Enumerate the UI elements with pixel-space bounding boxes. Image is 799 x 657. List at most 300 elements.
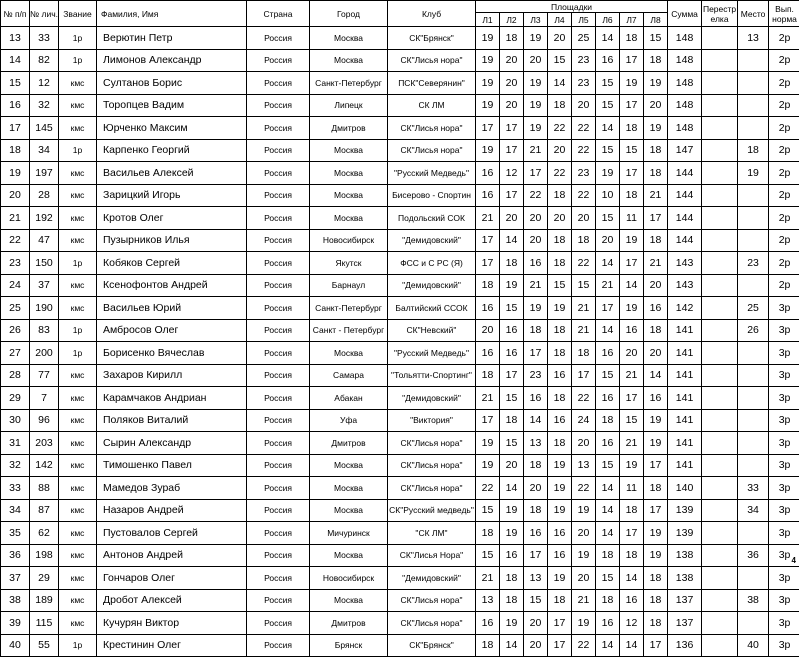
club-cell: Бисерово - Спортин bbox=[388, 184, 476, 207]
club-cell: СК"Лисья Нора" bbox=[388, 544, 476, 567]
license-cell: 82 bbox=[30, 49, 59, 72]
place-cell bbox=[738, 567, 769, 590]
city-cell: Москва bbox=[310, 477, 388, 500]
club-cell: СК"Лисья нора" bbox=[388, 454, 476, 477]
station-score-cell: 16 bbox=[500, 342, 524, 365]
station-score-cell: 17 bbox=[572, 364, 596, 387]
sum-cell: 141 bbox=[668, 364, 702, 387]
place-cell bbox=[738, 387, 769, 410]
station-score-cell: 17 bbox=[620, 252, 644, 275]
license-cell: 150 bbox=[30, 252, 59, 275]
station-score-cell: 16 bbox=[620, 589, 644, 612]
station-score-cell: 18 bbox=[548, 229, 572, 252]
rank-cell: 1р bbox=[59, 139, 97, 162]
rank-cell: кмс bbox=[59, 94, 97, 117]
rank-cell: 1р bbox=[59, 252, 97, 275]
station-score-cell: 18 bbox=[548, 589, 572, 612]
station-score-cell: 21 bbox=[476, 567, 500, 590]
station-score-cell: 14 bbox=[596, 499, 620, 522]
station-score-cell: 16 bbox=[524, 252, 548, 275]
city-cell: Дмитров bbox=[310, 612, 388, 635]
license-cell: 96 bbox=[30, 409, 59, 432]
station-score-cell: 16 bbox=[476, 612, 500, 635]
station-score-cell: 16 bbox=[596, 612, 620, 635]
station-score-cell: 18 bbox=[548, 319, 572, 342]
country-cell: Россия bbox=[247, 522, 310, 545]
club-cell: ПСК"Северянин" bbox=[388, 72, 476, 95]
country-cell: Россия bbox=[247, 117, 310, 140]
station-score-cell: 19 bbox=[620, 72, 644, 95]
station-score-cell: 18 bbox=[476, 634, 500, 657]
station-score-cell: 20 bbox=[500, 454, 524, 477]
sum-cell: 137 bbox=[668, 612, 702, 635]
shootoff-cell bbox=[702, 72, 738, 95]
np-cell: 22 bbox=[1, 229, 30, 252]
np-cell: 23 bbox=[1, 252, 30, 275]
station-score-cell: 19 bbox=[548, 499, 572, 522]
station-score-cell: 15 bbox=[596, 139, 620, 162]
rank-cell: кмс bbox=[59, 184, 97, 207]
header-station-6: Л6 bbox=[596, 13, 620, 27]
station-score-cell: 20 bbox=[524, 612, 548, 635]
rank-cell: кмс bbox=[59, 117, 97, 140]
place-cell bbox=[738, 409, 769, 432]
station-score-cell: 19 bbox=[476, 27, 500, 50]
city-cell: Дмитров bbox=[310, 117, 388, 140]
place-cell bbox=[738, 364, 769, 387]
station-score-cell: 14 bbox=[596, 477, 620, 500]
rank-cell: кмс bbox=[59, 207, 97, 230]
norm-cell: 3р bbox=[769, 409, 799, 432]
station-score-cell: 17 bbox=[548, 612, 572, 635]
city-cell: Москва bbox=[310, 27, 388, 50]
station-score-cell: 21 bbox=[596, 274, 620, 297]
station-score-cell: 16 bbox=[644, 297, 668, 320]
station-score-cell: 22 bbox=[572, 252, 596, 275]
table-row bbox=[1, 432, 799, 455]
station-score-cell: 20 bbox=[644, 274, 668, 297]
station-score-cell: 18 bbox=[644, 589, 668, 612]
station-score-cell: 20 bbox=[500, 72, 524, 95]
station-score-cell: 16 bbox=[500, 319, 524, 342]
station-score-cell: 20 bbox=[596, 229, 620, 252]
place-cell: 13 bbox=[738, 27, 769, 50]
place-cell: 36 bbox=[738, 544, 769, 567]
np-cell: 37 bbox=[1, 567, 30, 590]
station-score-cell: 15 bbox=[500, 297, 524, 320]
norm-cell: 3р bbox=[769, 499, 799, 522]
station-score-cell: 19 bbox=[548, 454, 572, 477]
name-cell: Верютин Петр bbox=[97, 27, 247, 50]
station-score-cell: 17 bbox=[524, 162, 548, 185]
rank-cell: кмс bbox=[59, 274, 97, 297]
station-score-cell: 16 bbox=[500, 544, 524, 567]
station-score-cell: 19 bbox=[548, 567, 572, 590]
name-cell: Кобяков Сергей bbox=[97, 252, 247, 275]
city-cell: Липецк bbox=[310, 94, 388, 117]
shootoff-cell bbox=[702, 634, 738, 657]
name-cell: Гончаров Олег bbox=[97, 567, 247, 590]
table-row bbox=[1, 544, 799, 567]
np-cell: 14 bbox=[1, 49, 30, 72]
np-cell: 17 bbox=[1, 117, 30, 140]
rank-cell: 1р bbox=[59, 319, 97, 342]
country-cell: Россия bbox=[247, 297, 310, 320]
rank-cell: кмс bbox=[59, 409, 97, 432]
header-name: Фамилия, Имя bbox=[97, 1, 247, 27]
station-score-cell: 18 bbox=[548, 184, 572, 207]
sum-cell: 148 bbox=[668, 72, 702, 95]
license-cell: 88 bbox=[30, 477, 59, 500]
station-score-cell: 19 bbox=[500, 499, 524, 522]
place-cell bbox=[738, 522, 769, 545]
station-score-cell: 17 bbox=[620, 94, 644, 117]
table-row bbox=[1, 207, 799, 230]
sum-cell: 141 bbox=[668, 387, 702, 410]
city-cell: Санкт-Петербург bbox=[310, 297, 388, 320]
city-cell: Москва bbox=[310, 139, 388, 162]
station-score-cell: 16 bbox=[596, 342, 620, 365]
city-cell: Самара bbox=[310, 364, 388, 387]
club-cell: "Русский Медведь" bbox=[388, 342, 476, 365]
table-row bbox=[1, 139, 799, 162]
station-score-cell: 23 bbox=[524, 364, 548, 387]
station-score-cell: 20 bbox=[500, 207, 524, 230]
club-cell: "Демидовский" bbox=[388, 229, 476, 252]
station-score-cell: 15 bbox=[548, 274, 572, 297]
station-score-cell: 18 bbox=[596, 589, 620, 612]
sum-cell: 138 bbox=[668, 544, 702, 567]
city-cell: Якутск bbox=[310, 252, 388, 275]
shootoff-cell bbox=[702, 207, 738, 230]
club-cell: СК"Лисья нора" bbox=[388, 589, 476, 612]
shootoff-cell bbox=[702, 477, 738, 500]
station-score-cell: 19 bbox=[476, 139, 500, 162]
country-cell: Россия bbox=[247, 49, 310, 72]
station-score-cell: 17 bbox=[500, 364, 524, 387]
station-score-cell: 17 bbox=[476, 229, 500, 252]
np-cell: 29 bbox=[1, 387, 30, 410]
station-score-cell: 14 bbox=[596, 634, 620, 657]
station-score-cell: 17 bbox=[620, 522, 644, 545]
rank-cell: 1р bbox=[59, 49, 97, 72]
country-cell: Россия bbox=[247, 454, 310, 477]
station-score-cell: 14 bbox=[644, 364, 668, 387]
norm-cell: 2р bbox=[769, 49, 799, 72]
station-score-cell: 16 bbox=[644, 387, 668, 410]
license-cell: 37 bbox=[30, 274, 59, 297]
station-score-cell: 14 bbox=[500, 634, 524, 657]
station-score-cell: 16 bbox=[476, 184, 500, 207]
name-cell: Карамчаков Андриан bbox=[97, 387, 247, 410]
station-score-cell: 14 bbox=[620, 634, 644, 657]
club-cell: "Тольятти-Спортинг" bbox=[388, 364, 476, 387]
station-score-cell: 14 bbox=[596, 27, 620, 50]
np-cell: 33 bbox=[1, 477, 30, 500]
np-cell: 19 bbox=[1, 162, 30, 185]
name-cell: Пузырников Илья bbox=[97, 229, 247, 252]
station-score-cell: 21 bbox=[644, 184, 668, 207]
station-score-cell: 19 bbox=[476, 454, 500, 477]
place-cell: 38 bbox=[738, 589, 769, 612]
norm-cell: 3р bbox=[769, 544, 799, 567]
page-number: 4 bbox=[792, 556, 796, 565]
station-score-cell: 16 bbox=[524, 522, 548, 545]
station-score-cell: 13 bbox=[572, 454, 596, 477]
country-cell: Россия bbox=[247, 274, 310, 297]
station-score-cell: 16 bbox=[476, 297, 500, 320]
station-score-cell: 21 bbox=[524, 274, 548, 297]
norm-cell: 3р bbox=[769, 297, 799, 320]
station-score-cell: 18 bbox=[548, 94, 572, 117]
station-score-cell: 18 bbox=[572, 229, 596, 252]
station-score-cell: 18 bbox=[572, 342, 596, 365]
station-score-cell: 16 bbox=[596, 49, 620, 72]
station-score-cell: 15 bbox=[500, 432, 524, 455]
country-cell: Россия bbox=[247, 409, 310, 432]
table-row bbox=[1, 522, 799, 545]
place-cell: 19 bbox=[738, 162, 769, 185]
station-score-cell: 17 bbox=[596, 297, 620, 320]
license-cell: 32 bbox=[30, 94, 59, 117]
license-cell: 34 bbox=[30, 139, 59, 162]
sum-cell: 144 bbox=[668, 184, 702, 207]
city-cell: Новосибирск bbox=[310, 229, 388, 252]
station-score-cell: 19 bbox=[644, 522, 668, 545]
station-score-cell: 16 bbox=[620, 319, 644, 342]
station-score-cell: 18 bbox=[476, 364, 500, 387]
station-score-cell: 18 bbox=[500, 409, 524, 432]
station-score-cell: 16 bbox=[548, 409, 572, 432]
club-cell: "Демидовский" bbox=[388, 567, 476, 590]
station-score-cell: 16 bbox=[476, 162, 500, 185]
station-score-cell: 19 bbox=[644, 432, 668, 455]
license-cell: 200 bbox=[30, 342, 59, 365]
station-score-cell: 14 bbox=[620, 274, 644, 297]
station-score-cell: 20 bbox=[644, 342, 668, 365]
np-cell: 39 bbox=[1, 612, 30, 635]
station-score-cell: 19 bbox=[524, 27, 548, 50]
sum-cell: 141 bbox=[668, 342, 702, 365]
sum-cell: 142 bbox=[668, 297, 702, 320]
np-cell: 27 bbox=[1, 342, 30, 365]
country-cell: Россия bbox=[247, 364, 310, 387]
station-score-cell: 17 bbox=[644, 454, 668, 477]
norm-cell: 2р bbox=[769, 184, 799, 207]
country-cell: Россия bbox=[247, 184, 310, 207]
city-cell: Барнаул bbox=[310, 274, 388, 297]
rank-cell: кмс bbox=[59, 612, 97, 635]
station-score-cell: 20 bbox=[572, 432, 596, 455]
station-score-cell: 20 bbox=[620, 342, 644, 365]
city-cell: Уфа bbox=[310, 409, 388, 432]
rank-cell: кмс bbox=[59, 162, 97, 185]
station-score-cell: 19 bbox=[476, 72, 500, 95]
rank-cell: кмс bbox=[59, 499, 97, 522]
norm-cell: 2р bbox=[769, 229, 799, 252]
station-score-cell: 20 bbox=[524, 207, 548, 230]
station-score-cell: 20 bbox=[524, 634, 548, 657]
station-score-cell: 18 bbox=[548, 252, 572, 275]
np-cell: 32 bbox=[1, 454, 30, 477]
table-row bbox=[1, 27, 799, 50]
sum-cell: 139 bbox=[668, 499, 702, 522]
header-shootoff: Перестрелка bbox=[702, 1, 738, 27]
table-row bbox=[1, 477, 799, 500]
station-score-cell: 20 bbox=[548, 207, 572, 230]
station-score-cell: 18 bbox=[644, 567, 668, 590]
license-cell: 12 bbox=[30, 72, 59, 95]
np-cell: 15 bbox=[1, 72, 30, 95]
table-row bbox=[1, 297, 799, 320]
license-cell: 33 bbox=[30, 27, 59, 50]
name-cell: Кучурян Виктор bbox=[97, 612, 247, 635]
norm-cell: 2р bbox=[769, 94, 799, 117]
table-row bbox=[1, 184, 799, 207]
station-score-cell: 19 bbox=[548, 297, 572, 320]
place-cell bbox=[738, 207, 769, 230]
norm-cell: 3р bbox=[769, 454, 799, 477]
country-cell: Россия bbox=[247, 72, 310, 95]
rank-cell: 1р bbox=[59, 342, 97, 365]
sum-cell: 137 bbox=[668, 589, 702, 612]
table-row bbox=[1, 364, 799, 387]
sum-cell: 136 bbox=[668, 634, 702, 657]
station-score-cell: 14 bbox=[596, 522, 620, 545]
station-score-cell: 20 bbox=[572, 522, 596, 545]
header-club: Клуб bbox=[388, 1, 476, 27]
place-cell bbox=[738, 432, 769, 455]
table-row bbox=[1, 567, 799, 590]
sum-cell: 147 bbox=[668, 139, 702, 162]
norm-cell: 2р bbox=[769, 162, 799, 185]
station-score-cell: 15 bbox=[596, 364, 620, 387]
header-np: № п/п bbox=[1, 1, 30, 27]
country-cell: Россия bbox=[247, 342, 310, 365]
club-cell: СК ЛМ bbox=[388, 94, 476, 117]
license-cell: 145 bbox=[30, 117, 59, 140]
table-row bbox=[1, 72, 799, 95]
station-score-cell: 12 bbox=[500, 162, 524, 185]
station-score-cell: 15 bbox=[524, 589, 548, 612]
station-score-cell: 13 bbox=[476, 589, 500, 612]
station-score-cell: 15 bbox=[596, 207, 620, 230]
club-cell: ФСС и С РС (Я) bbox=[388, 252, 476, 275]
sum-cell: 144 bbox=[668, 162, 702, 185]
city-cell: Санкт - Петербург bbox=[310, 319, 388, 342]
table-row bbox=[1, 274, 799, 297]
norm-cell: 3р bbox=[769, 342, 799, 365]
country-cell: Россия bbox=[247, 544, 310, 567]
station-score-cell: 17 bbox=[548, 634, 572, 657]
station-score-cell: 22 bbox=[572, 387, 596, 410]
station-score-cell: 18 bbox=[620, 499, 644, 522]
norm-cell: 3р bbox=[769, 319, 799, 342]
license-cell: 77 bbox=[30, 364, 59, 387]
club-cell: "Демидовский" bbox=[388, 387, 476, 410]
shootoff-cell bbox=[702, 499, 738, 522]
np-cell: 34 bbox=[1, 499, 30, 522]
station-score-cell: 22 bbox=[572, 634, 596, 657]
station-score-cell: 24 bbox=[572, 409, 596, 432]
name-cell: Ксенофонтов Андрей bbox=[97, 274, 247, 297]
station-score-cell: 18 bbox=[548, 432, 572, 455]
station-score-cell: 19 bbox=[644, 409, 668, 432]
shootoff-cell bbox=[702, 252, 738, 275]
norm-cell: 3р bbox=[769, 477, 799, 500]
country-cell: Россия bbox=[247, 387, 310, 410]
station-score-cell: 13 bbox=[524, 432, 548, 455]
city-cell: Москва bbox=[310, 207, 388, 230]
table-row bbox=[1, 49, 799, 72]
country-cell: Россия bbox=[247, 499, 310, 522]
license-cell: 203 bbox=[30, 432, 59, 455]
station-score-cell: 20 bbox=[476, 319, 500, 342]
norm-cell: 3р bbox=[769, 634, 799, 657]
name-cell: Дробот Алексей bbox=[97, 589, 247, 612]
shootoff-cell bbox=[702, 522, 738, 545]
header-station-8: Л8 bbox=[644, 13, 668, 27]
station-score-cell: 19 bbox=[620, 454, 644, 477]
np-cell: 21 bbox=[1, 207, 30, 230]
station-score-cell: 14 bbox=[524, 409, 548, 432]
header-stations: Площадки bbox=[476, 1, 668, 13]
license-cell: 29 bbox=[30, 567, 59, 590]
station-score-cell: 23 bbox=[572, 162, 596, 185]
station-score-cell: 22 bbox=[548, 117, 572, 140]
country-cell: Россия bbox=[247, 139, 310, 162]
station-score-cell: 18 bbox=[620, 184, 644, 207]
place-cell: 18 bbox=[738, 139, 769, 162]
sum-cell: 144 bbox=[668, 207, 702, 230]
station-score-cell: 14 bbox=[548, 72, 572, 95]
country-cell: Россия bbox=[247, 229, 310, 252]
station-score-cell: 11 bbox=[620, 207, 644, 230]
station-score-cell: 19 bbox=[572, 612, 596, 635]
station-score-cell: 17 bbox=[644, 634, 668, 657]
norm-cell: 2р bbox=[769, 72, 799, 95]
station-score-cell: 17 bbox=[620, 387, 644, 410]
header-station-5: Л5 bbox=[572, 13, 596, 27]
city-cell: Дмитров bbox=[310, 432, 388, 455]
station-score-cell: 22 bbox=[572, 117, 596, 140]
city-cell: Москва bbox=[310, 499, 388, 522]
club-cell: Подольский СОК bbox=[388, 207, 476, 230]
shootoff-cell bbox=[702, 162, 738, 185]
sum-cell: 141 bbox=[668, 454, 702, 477]
city-cell: Москва bbox=[310, 162, 388, 185]
license-cell: 142 bbox=[30, 454, 59, 477]
station-score-cell: 18 bbox=[620, 544, 644, 567]
station-score-cell: 19 bbox=[476, 49, 500, 72]
station-score-cell: 20 bbox=[524, 49, 548, 72]
club-cell: Балтийский ССОК bbox=[388, 297, 476, 320]
station-score-cell: 18 bbox=[524, 319, 548, 342]
station-score-cell: 20 bbox=[572, 207, 596, 230]
city-cell: Москва bbox=[310, 454, 388, 477]
station-score-cell: 19 bbox=[548, 477, 572, 500]
name-cell: Поляков Виталий bbox=[97, 409, 247, 432]
rank-cell: кмс bbox=[59, 364, 97, 387]
shootoff-cell bbox=[702, 229, 738, 252]
station-score-cell: 22 bbox=[572, 184, 596, 207]
station-score-cell: 17 bbox=[644, 207, 668, 230]
header-sum: Сумма bbox=[668, 1, 702, 27]
station-score-cell: 14 bbox=[500, 229, 524, 252]
shootoff-cell bbox=[702, 432, 738, 455]
station-score-cell: 17 bbox=[620, 49, 644, 72]
name-cell: Тимошенко Павел bbox=[97, 454, 247, 477]
